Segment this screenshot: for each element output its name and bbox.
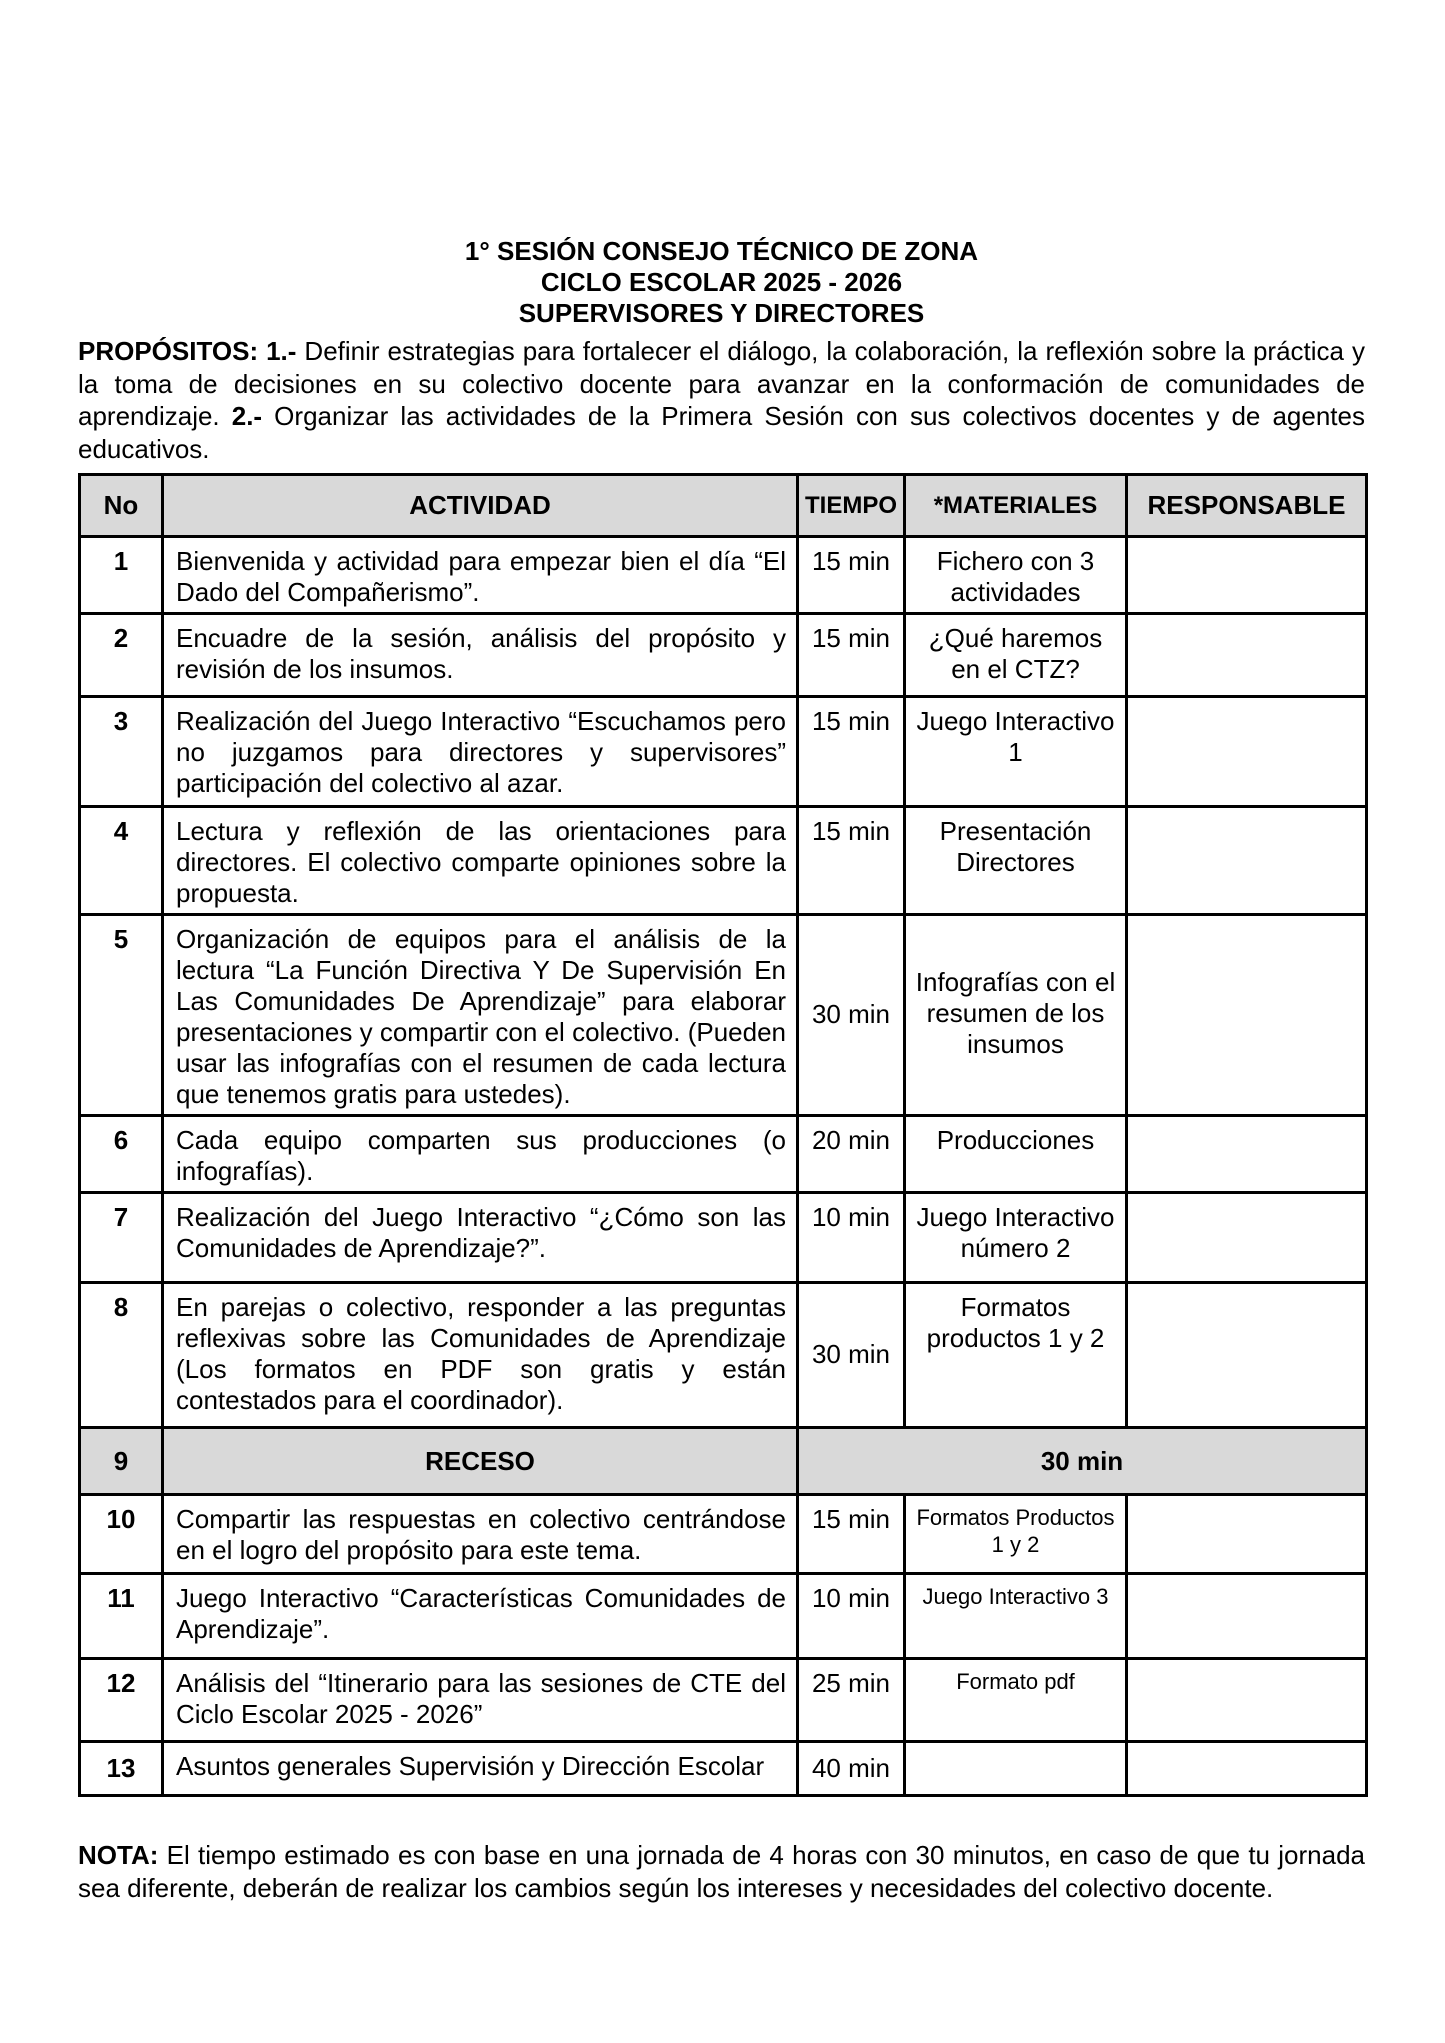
time-cell: 25 min <box>798 1659 905 1742</box>
materials-cell: Formatos productos 1 y 2 <box>905 1283 1127 1428</box>
activity-cell: Asuntos generales Supervisión y Dirección Escolar <box>163 1742 798 1796</box>
time-cell: 20 min <box>798 1116 905 1193</box>
responsible-cell <box>1127 1659 1367 1742</box>
row-number-cell: 12 <box>80 1659 163 1742</box>
title-line-cycle: CICLO ESCOLAR 2025 - 2026 <box>540 267 903 297</box>
note-label: NOTA: <box>78 1840 159 1870</box>
receso-row <box>80 1428 1367 1495</box>
responsible-cell <box>1127 1283 1367 1428</box>
table-row <box>80 614 1367 697</box>
table-row <box>80 1742 1367 1796</box>
activity-cell: Compartir las respuestas en colectivo centrándose en el logro del propósito para este tema. <box>163 1495 798 1574</box>
activity-cell: Organización de equipos para el análisis de la lectura “La Función Directiva Y De Supervisión En Las Comunidades De Aprendizaje” para elaborar presentaciones y compartir con el colectivo. (Pueden usar las infografías con el resumen de cada lectura que tenemos gratis para ustedes). <box>163 915 798 1116</box>
agenda-table <box>78 473 1368 1797</box>
materials-cell: Fichero con 3 actividades <box>905 537 1127 614</box>
table-row <box>80 697 1367 807</box>
purpose-text-1: Definir estrategias para fortalecer el diálogo, la colaboración, la reflexión sobre la práctica y la toma de decisiones en su colectivo docente para avanzar en la conformación de comunidades de aprendizaje. <box>78 336 1365 431</box>
purpose-paragraph <box>78 335 1365 465</box>
materials-cell: Formatos Productos 1 y 2 <box>905 1495 1127 1574</box>
row-number-cell: 4 <box>80 807 163 915</box>
title-line-session: 1° SESIÓN CONSEJO TÉCNICO DE ZONA <box>464 236 979 266</box>
time-cell: 15 min <box>798 697 905 807</box>
time-cell: 15 min <box>798 614 905 697</box>
time-cell: 15 min <box>798 1495 905 1574</box>
activity-cell: Juego Interactivo “Características Comunidades de Aprendizaje”. <box>163 1574 798 1659</box>
table-row <box>80 915 1367 1116</box>
responsible-cell <box>1127 614 1367 697</box>
responsible-cell <box>1127 1495 1367 1574</box>
activity-cell: Realización del Juego Interactivo “¿Cómo son las Comunidades de Aprendizaje?”. <box>163 1193 798 1283</box>
note-paragraph <box>78 1839 1365 1905</box>
materials-cell: ¿Qué haremos en el CTZ? <box>905 614 1127 697</box>
receso-label-cell: RECESO <box>163 1428 798 1495</box>
row-number-cell: 11 <box>80 1574 163 1659</box>
time-cell: 40 min <box>798 1742 905 1796</box>
time-cell: 10 min <box>798 1193 905 1283</box>
title-line-audience: SUPERVISORES Y DIRECTORES <box>518 298 925 328</box>
receso-time-cell: 30 min <box>798 1428 1367 1495</box>
time-cell: 15 min <box>798 807 905 915</box>
responsible-cell <box>1127 807 1367 915</box>
activity-cell: Cada equipo comparten sus producciones (o infografías). <box>163 1116 798 1193</box>
purpose-label-2: 2.- <box>231 401 263 431</box>
responsible-cell <box>1127 1574 1367 1659</box>
table-row <box>80 1495 1367 1574</box>
header-materiales: *MATERIALES <box>905 475 1127 537</box>
activity-cell: Encuadre de la sesión, análisis del propósito y revisión de los insumos. <box>163 614 798 697</box>
row-number-cell: 6 <box>80 1116 163 1193</box>
note-text: El tiempo estimado es con base en una jornada de 4 horas con 30 minutos, en caso de que tu jornada sea diferente, deberán de realizar los cambios según los intereses y necesidades del colectivo docente. <box>78 1840 1365 1903</box>
row-number-cell: 3 <box>80 697 163 807</box>
activity-cell: En parejas o colectivo, responder a las preguntas reflexivas sobre las Comunidades de Aprendizaje (Los formatos en PDF son gratis y están contestados para el coordinador). <box>163 1283 798 1428</box>
header-tiempo: TIEMPO <box>798 475 905 537</box>
row-number-cell: 13 <box>80 1742 163 1796</box>
materials-cell: Juego Interactivo 1 <box>905 697 1127 807</box>
responsible-cell <box>1127 1193 1367 1283</box>
row-number-cell: 8 <box>80 1283 163 1428</box>
materials-cell: Infografías con el resumen de los insumos <box>905 915 1127 1116</box>
row-number-cell: 7 <box>80 1193 163 1283</box>
responsible-cell <box>1127 1116 1367 1193</box>
document-title <box>78 236 1365 329</box>
activity-cell: Análisis del “Itinerario para las sesiones de CTE del Ciclo Escolar 2025 - 2026” <box>163 1659 798 1742</box>
time-cell: 15 min <box>798 537 905 614</box>
materials-cell: Presentación Directores <box>905 807 1127 915</box>
materials-cell: Formato pdf <box>905 1659 1127 1742</box>
time-cell: 10 min <box>798 1574 905 1659</box>
materials-cell: Juego Interactivo número 2 <box>905 1193 1127 1283</box>
responsible-cell <box>1127 537 1367 614</box>
table-row <box>80 1193 1367 1283</box>
responsible-cell <box>1127 697 1367 807</box>
row-number-cell: 2 <box>80 614 163 697</box>
materials-cell <box>905 1742 1127 1796</box>
time-cell: 30 min <box>798 1283 905 1428</box>
document-content <box>78 0 1365 1905</box>
table-header-row <box>80 475 1367 537</box>
table-row <box>80 537 1367 614</box>
table-row <box>80 1116 1367 1193</box>
table-row <box>80 1283 1367 1428</box>
activity-cell: Lectura y reflexión de las orientaciones para directores. El colectivo comparte opiniones sobre la propuesta. <box>163 807 798 915</box>
materials-cell: Producciones <box>905 1116 1127 1193</box>
materials-cell: Juego Interactivo 3 <box>905 1574 1127 1659</box>
purpose-text-2: Organizar las actividades de la Primera Sesión con sus colectivos docentes y de agentes educativos. <box>78 401 1365 464</box>
purpose-label-1: PROPÓSITOS: 1.- <box>78 336 297 366</box>
header-no: No <box>80 475 163 537</box>
responsible-cell <box>1127 1742 1367 1796</box>
responsible-cell <box>1127 915 1367 1116</box>
table-row <box>80 1574 1367 1659</box>
time-cell: 30 min <box>798 915 905 1116</box>
header-responsable: RESPONSABLE <box>1127 475 1367 537</box>
row-number-cell: 10 <box>80 1495 163 1574</box>
table-row <box>80 807 1367 915</box>
row-number-cell: 1 <box>80 537 163 614</box>
row-number-cell: 5 <box>80 915 163 1116</box>
table-row <box>80 1659 1367 1742</box>
activity-cell: Realización del Juego Interactivo “Escuchamos pero no juzgamos para directores y supervisores” participación del colectivo al azar. <box>163 697 798 807</box>
row-number-cell: 9 <box>80 1428 163 1495</box>
header-actividad: ACTIVIDAD <box>163 475 798 537</box>
activity-cell: Bienvenida y actividad para empezar bien el día “El Dado del Compañerismo”. <box>163 537 798 614</box>
